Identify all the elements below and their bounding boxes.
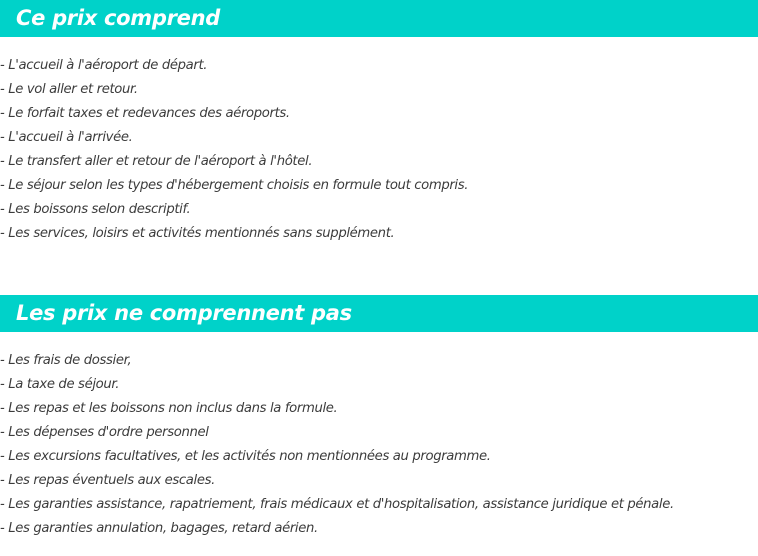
list-item: - Les services, loisirs et activités mentionnés sans supplément.	[0, 226, 395, 241]
excluded-items-list	[0, 349, 674, 541]
list-item: - La taxe de séjour.	[0, 377, 120, 392]
list-item: - L'accueil à l'aéroport de départ.	[0, 58, 208, 73]
included-items-list	[0, 54, 468, 246]
section-header-excluded: Les prix ne comprennent pas	[0, 295, 758, 332]
list-item: - Le forfait taxes et redevances des aéroports.	[0, 106, 290, 121]
list-item: - Le transfert aller et retour de l'aéroport à l'hôtel.	[0, 154, 313, 169]
list-item: - Les garanties annulation, bagages, retard aérien.	[0, 521, 318, 536]
list-item: - Les excursions facultatives, et les activités non mentionnées au programme.	[0, 449, 491, 464]
list-item: - Les dépenses d'ordre personnel	[0, 425, 209, 440]
list-item: - Les boissons selon descriptif.	[0, 202, 191, 217]
list-item: - Le vol aller et retour.	[0, 82, 138, 97]
list-item: - Les garanties assistance, rapatriement, frais médicaux et d'hospitalisation, assistance juridique et pénale.	[0, 497, 674, 512]
list-item: - Les frais de dossier,	[0, 353, 132, 368]
list-item: - L'accueil à l'arrivée.	[0, 130, 133, 145]
list-item: - Les repas éventuels aux escales.	[0, 473, 215, 488]
section-header-included: Ce prix comprend	[0, 0, 758, 37]
list-item: - Les repas et les boissons non inclus dans la formule.	[0, 401, 338, 416]
list-item: - Le séjour selon les types d'hébergement choisis en formule tout compris.	[0, 178, 469, 193]
